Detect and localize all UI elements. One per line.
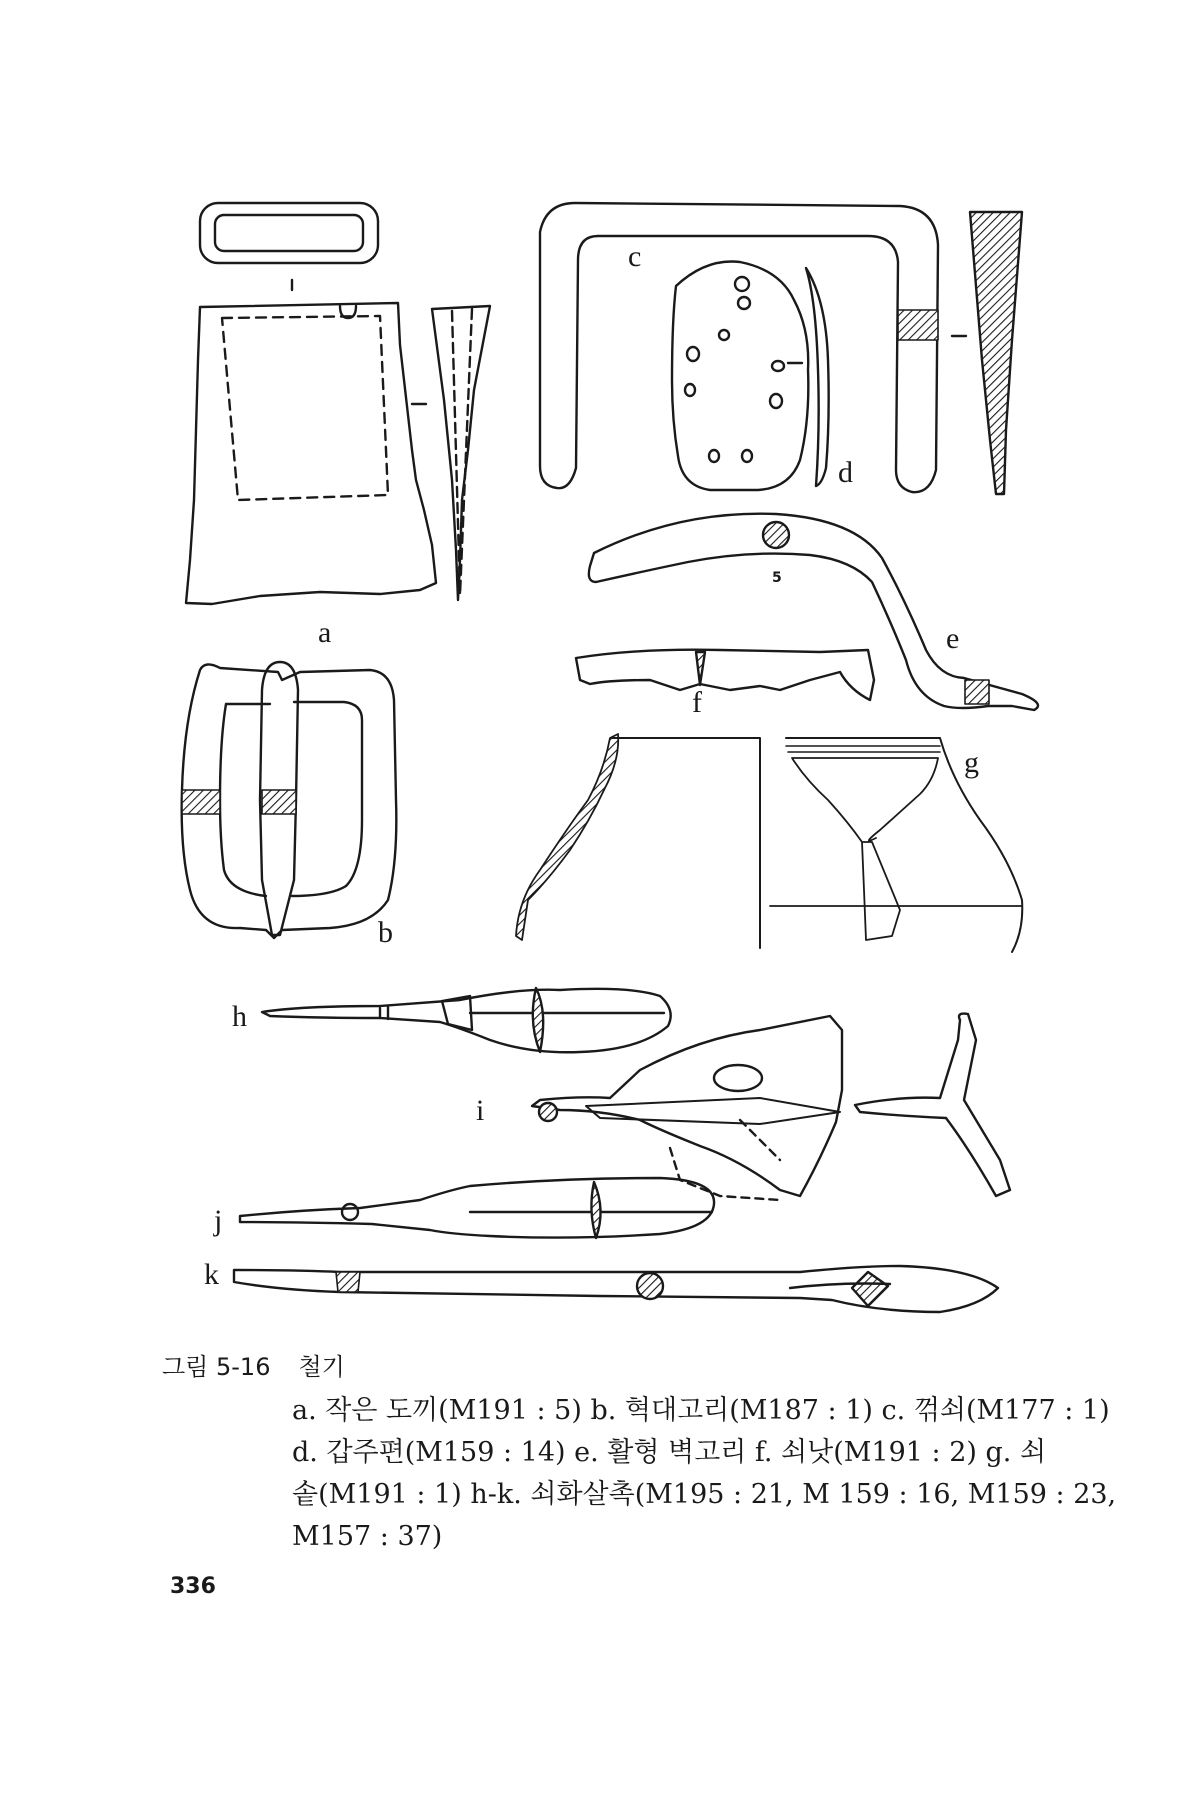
caption-body (162, 1390, 1117, 1558)
label-j: j (214, 1204, 223, 1237)
label-i: i (476, 1094, 485, 1127)
sickle-f-drawing (576, 650, 874, 700)
label-e: e (946, 622, 960, 655)
label-h: h (232, 1000, 247, 1033)
label-b: b (378, 916, 393, 949)
label-d: d (838, 456, 853, 489)
label-c: c (628, 240, 642, 273)
page-number: 336 (170, 1574, 216, 1599)
caption-line: M157 : 37) (292, 1521, 443, 1552)
wall-hook-e-drawing (589, 514, 1038, 710)
figure-title: 철기 (298, 1353, 345, 1381)
belt-buckle-b-drawing (182, 662, 397, 938)
staple-c-drawing (540, 203, 1022, 494)
figure-number: 그림 5-16 (162, 1353, 271, 1381)
arrowhead-i-drawing (532, 1014, 1010, 1200)
figure-caption (162, 1346, 1117, 1558)
label-g: g (964, 746, 979, 779)
arrowhead-k-drawing (234, 1266, 998, 1312)
arrowhead-j-drawing (240, 1178, 714, 1238)
arrowhead-h-drawing (262, 988, 671, 1052)
cauldron-g-drawing (516, 734, 1022, 952)
axe-a-drawing (186, 203, 490, 604)
caption-line: 솥(M191 : 1) h-k. 쇠화살촉(M195 : 21, M 159 : 16, M159 : 23, (292, 1479, 1117, 1510)
label-k: k (204, 1258, 219, 1291)
caption-line: d. 갑주편(M159 : 14) e. 활형 벽고리 f. 쇠낫(M191 : 2) g. 쇠 (292, 1437, 1047, 1468)
section-mark: 5 (772, 570, 782, 586)
label-f: f (692, 686, 702, 719)
label-a: a (318, 616, 332, 649)
caption-line: a. 작은 도끼(M191 : 5) b. 혁대고리(M187 : 1) c. 꺾쇠(M177 : 1) (292, 1395, 1110, 1426)
caption-title-row (162, 1346, 1042, 1388)
armor-plate-d-drawing (672, 262, 829, 491)
